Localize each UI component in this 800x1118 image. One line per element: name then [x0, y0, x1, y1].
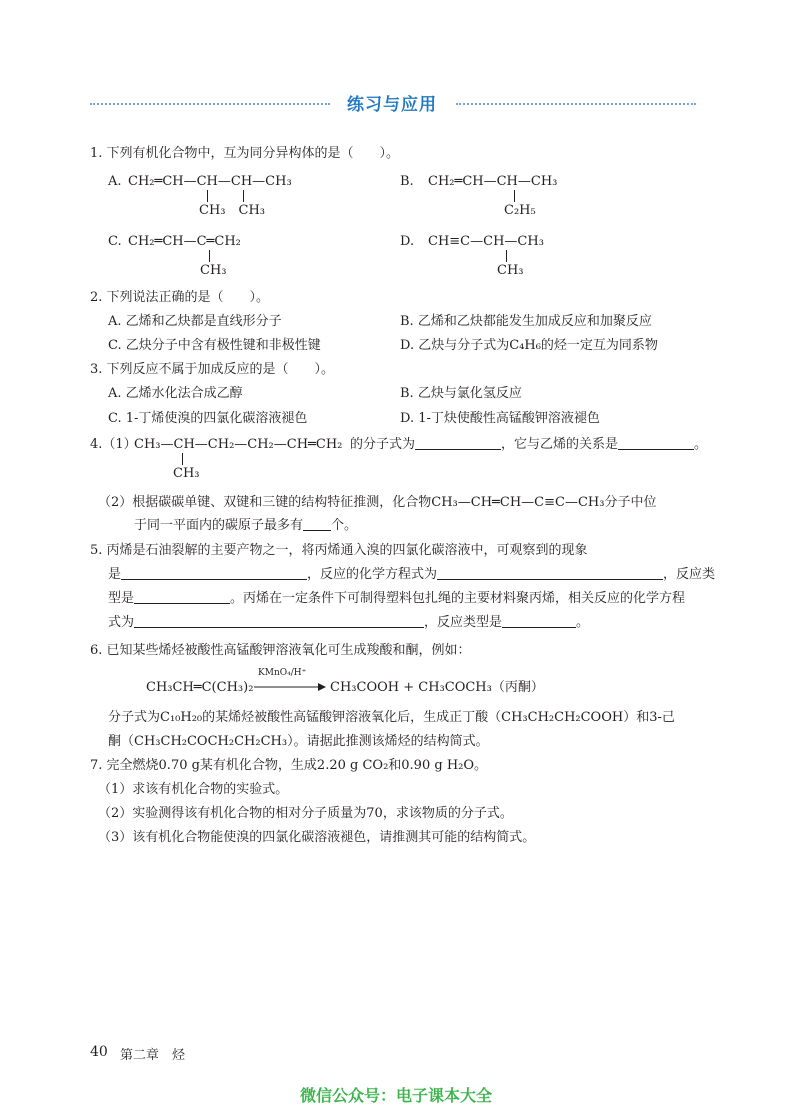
q6-reactant: CH₃CH═C(CH₃)₂	[146, 680, 254, 695]
q4-part2-end: 个。	[331, 518, 358, 533]
q1-option-c-formula: CH₂═CH—C═CH₂	[128, 234, 241, 249]
page-number: 40	[90, 1044, 108, 1060]
q1-option-c-label: C.	[108, 234, 122, 249]
q5-text-shiwei: 式为	[108, 615, 135, 630]
q5-blank-equation[interactable]	[437, 567, 663, 580]
q7-part3: （3）该有机化合物能使溴的四氯化碳溶液褪色，请推测其可能的结构简式。	[98, 830, 536, 845]
q5-text-type2: ，反应类型是	[424, 615, 503, 630]
q6-reagent: KMnO₄/H⁺	[258, 668, 307, 678]
q1-a-bond-1	[207, 190, 208, 202]
q1-option-b-branch: C₂H₅	[504, 203, 536, 218]
q6-reaction-arrow	[254, 681, 326, 693]
q4-blank-relation[interactable]	[618, 437, 694, 450]
q1-b-bond	[514, 190, 515, 202]
q1-option-d-branch: CH₃	[497, 263, 524, 278]
q5-blank-phenomenon[interactable]	[121, 567, 307, 580]
q4-part1-text1: 的分子式为	[350, 437, 416, 452]
q7-part1: （1）求该有机化合物的实验式。	[98, 782, 289, 797]
q5-line3	[108, 591, 685, 607]
q4-part1-branch: CH₃	[173, 466, 200, 481]
q4-part2-line1: （2）根据碳碳单键、双键和三键的结构特征推测，化合物CH₃—CH═CH—C≡C—CH₃分子中位	[98, 495, 657, 510]
q1-option-d-label: D.	[400, 234, 415, 249]
q5-line2	[108, 567, 715, 583]
q3-option-b: B. 乙炔与氯化氢反应	[400, 386, 522, 401]
q2-option-a: A. 乙烯和乙炔都是直线形分子	[108, 314, 282, 329]
q3-stem: 3. 下列反应不属于加成反应的是（ ）。	[90, 362, 335, 377]
q1-d-bond	[506, 250, 507, 262]
q6-stem: 6. 已知某些烯烃被酸性高锰酸钾溶液氧化可生成羧酸和酮，例如：	[90, 643, 471, 658]
q4-part1-end: 。	[694, 437, 708, 452]
q5-line4	[108, 615, 589, 631]
header-divider-left	[90, 103, 330, 105]
q3-option-a: A. 乙烯水化法合成乙醇	[108, 386, 243, 401]
q1-option-d-formula: CH≡C—CH—CH₃	[428, 234, 544, 249]
chapter-label: 第二章 烃	[120, 1048, 186, 1063]
q6-line1: 分子式为C₁₀H₂₀的某烯烃被酸性高锰酸钾溶液氧化后，生成正丁酸（CH₃CH₂CH₂COOH）和3-己	[108, 710, 675, 725]
q4-part1-formula: CH₃—CH—CH₂—CH₂—CH═CH₂	[134, 437, 343, 452]
q1-a-bond-2	[243, 190, 244, 202]
q5-blank-poly-equation[interactable]	[134, 615, 424, 628]
q4-part1-line	[350, 437, 707, 453]
q5-blank-reaction-type[interactable]	[134, 591, 230, 604]
q4-part2-line2	[134, 518, 357, 534]
q1-option-a-formula: CH₂═CH—CH—CH—CH₃	[128, 174, 292, 189]
q6-line2: 酮（CH₃CH₂COCH₂CH₂CH₃）。请据此推测该烯烃的结构简式。	[108, 734, 489, 749]
section-title: 练习与应用	[347, 95, 437, 115]
q2-option-c: C. 乙炔分子中含有极性键和非极性键	[108, 338, 321, 353]
q4-blank-formula[interactable]	[415, 437, 501, 450]
q3-option-d: D. 1-丁炔使酸性高锰酸钾溶液褪色	[400, 411, 600, 426]
q5-line1: 5. 丙烯是石油裂解的主要产物之一，将丙烯通入溴的四氯化碳溶液中，可观察到的现象	[90, 543, 588, 558]
q1-option-b-formula: CH₂═CH—CH—CH₃	[428, 174, 558, 189]
q1-stem: 1. 下列有机化合物中，互为同分异构体的是（ ）。	[90, 146, 400, 161]
q7-part2: （2）实验测得该有机化合物的相对分子质量为70，求该物质的分子式。	[98, 806, 513, 821]
q2-option-d: D. 乙炔与分子式为C₄H₆的烃一定互为同系物	[400, 338, 658, 353]
q5-blank-poly-type[interactable]	[502, 615, 576, 628]
q5-text-polypropylene: 。丙烯在一定条件下可制得塑料包扎绳的主要材料聚丙烯，相关反应的化学方程	[230, 591, 686, 606]
q5-text-equation: ，反应的化学方程式为	[307, 567, 438, 582]
q5-end: 。	[576, 615, 590, 630]
q5-text-type: ，反应类	[663, 567, 716, 582]
wechat-watermark: 微信公众号：电子课本大全	[300, 1086, 493, 1105]
q6-products: CH₃COOH + CH₃COCH₃（丙酮）	[330, 680, 544, 695]
q4-part1-number: 4.（1）	[90, 437, 137, 452]
q3-option-c: C. 1-丁烯使溴的四氯化碳溶液褪色	[108, 411, 308, 426]
q1-c-bond	[209, 250, 210, 262]
q1-option-b-label: B.	[400, 174, 414, 189]
q4-part1-text2: ，它与乙烯的关系是	[501, 437, 619, 452]
q1-option-c-branch: CH₃	[200, 263, 227, 278]
q5-text-xingshi: 型是	[108, 591, 135, 606]
q5-text-shi: 是	[108, 567, 122, 582]
q7-stem: 7. 完全燃烧0.70 g某有机化合物，生成2.20 g CO₂和0.90 g H₂O。	[90, 758, 488, 773]
header-divider-right	[456, 103, 696, 105]
q4-part2-text: 于同一平面内的碳原子最多有	[134, 518, 304, 533]
q4-blank-carbon-count[interactable]	[303, 518, 331, 531]
q4-bond	[182, 453, 183, 465]
q2-stem: 2. 下列说法正确的是（ ）。	[90, 290, 270, 305]
q1-option-a-branch: CH₃ CH₃	[199, 203, 265, 218]
q2-option-b: B. 乙烯和乙炔都能发生加成反应和加聚反应	[400, 314, 652, 329]
q1-option-a-label: A.	[108, 174, 122, 189]
